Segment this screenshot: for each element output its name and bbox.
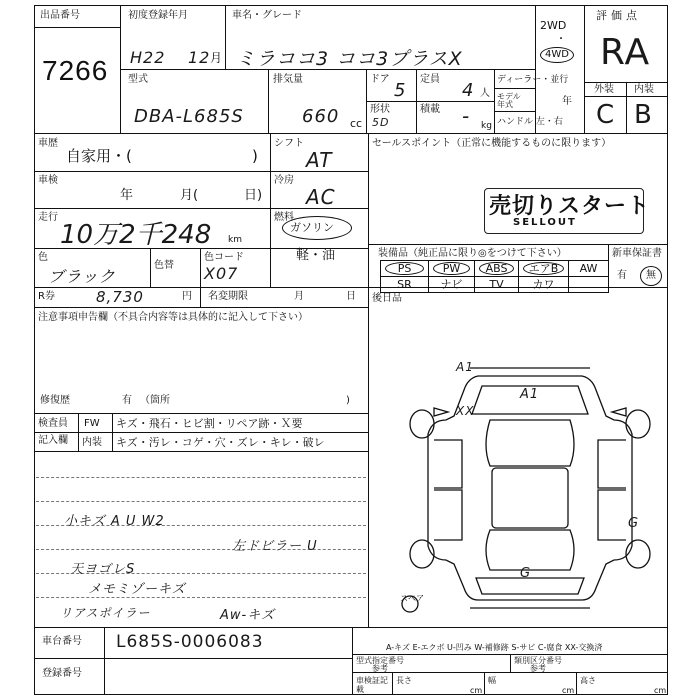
first-registration-label: 初度登録年月 [128,10,188,21]
registration-number-label: 登録番号 [42,668,82,679]
model-year-label: モデル年式 [497,92,521,109]
fuel-label: 燃料 [274,212,294,223]
name-change-day: 日 [346,291,356,302]
height-label: 高さ [580,676,596,685]
type-label: 型式 [128,74,148,85]
warranty-no: 無 [646,270,656,281]
equipment-grid [380,260,609,293]
damage-mark-g-rear: G [520,566,532,581]
fuel-light: 軽・油 [296,248,336,263]
recycle-value: 8,730 [96,288,144,306]
equipment-item-1-1: PS [381,261,429,277]
capacity-label: 定員 [420,74,440,85]
equipment-item-1-3: ABS [475,261,519,277]
repair-history-place: （箇所 [140,395,170,406]
exterior-grade: C [596,100,616,130]
door-label: ドア [370,74,390,85]
equipment-item-1-5: AW [569,261,609,277]
width-label: 幅 [488,676,496,685]
equipment-item-2-4: カワ [519,277,569,293]
displacement-unit: cc [350,117,363,130]
damage-mark-g-right: G [628,516,640,531]
sellout-stamp-main: 売切りスタート [489,194,651,219]
type-designation-label: 型式指定番号 [356,656,404,665]
equipment-item-1-4: エアB [519,261,569,277]
equipment-item-2-5 [569,277,609,293]
repair-history-label: 修復歴 [40,395,70,406]
drive-2wd: 2WD [540,19,567,32]
first-registration-month-unit: 月 [210,51,223,65]
damage-legend: A-キズ E-エクボ U-凹み W-補修跡 S-サビ C-腐食 XX-交換済 [386,643,603,652]
model-name: ミラココ3 ココ3プラスX [236,48,463,70]
length-label: 長さ [396,676,412,685]
door-value: 5 [394,80,407,101]
damage-mark-a1-front: A1 [456,360,474,374]
repair-history-yes: 有 [122,395,132,406]
handwritten-note-6: Aw-キズ [220,608,275,623]
interior-label: 内装 [634,84,654,95]
dealer-label: ディーラー・並行 [497,75,569,85]
displacement-value: 660 [302,106,340,127]
width-unit: cm [562,686,575,695]
inspection-month: 月( [180,188,199,203]
inspector-label-2: 記入欄 [38,435,68,446]
sales-points-label: セールスポイント（正常に機能するものに限ります） [372,138,612,149]
grade-value: RA [600,32,651,73]
type-designation-ref: 参考 [372,664,388,673]
color-code-value: X07 [204,264,239,283]
handwritten-note-2: 左ドビラー U [232,539,318,554]
damage-mark-xx-fender: XX [456,404,475,418]
interior-grade: B [634,100,653,130]
history-label: 車歴 [38,138,58,149]
history-close: ) [252,147,258,165]
chassis-number-label: 車台番号 [42,636,82,647]
name-change-month: 月 [294,291,304,302]
equipment-item-2-1: SR [381,277,429,293]
handwritten-note-5: リアスポイラー [60,606,151,620]
sellout-stamp-sub: SELLOUT [513,217,577,228]
notice-label: 注意事項申告欄（不具合内容等は具体的に記入して下さい） [38,312,308,323]
category-ref: 参考 [530,664,546,673]
spare-tire-label: スペア [400,594,424,603]
equipment-item-2-3: TV [475,277,519,293]
inspector-label-1: 検査員 [38,418,68,429]
displacement-label: 排気量 [273,74,303,85]
load-unit: kg [481,121,492,131]
load-label: 積載 [420,104,440,115]
first-registration-era: H22 [130,48,166,67]
category-label: 類別区分番号 [514,656,562,665]
handwritten-note-4: メモミゾーキズ [88,582,186,597]
equipment-circle-1-2 [433,262,470,275]
height-unit: cm [654,686,667,695]
history-value: 自家用・( [66,147,132,165]
equipment-label: 装備品（純正品に限り◎をつけて下さい） [378,248,567,259]
equipment-item-1-2: PW [429,261,475,277]
mileage-unit: km [228,235,242,245]
mileage-label: 走行 [38,212,58,223]
inspector-fw-label: FW [84,418,100,429]
drive-4wd: 4WD [545,49,569,60]
body-label: 形状 [370,104,390,115]
color-label: 色 [38,252,48,263]
body-value: 5D [372,116,390,129]
damage-mark-a1-hood: A1 [520,387,540,402]
model-label: 車名・グレード [232,10,302,21]
capacity-value: 4 [462,80,475,101]
size-label: 車検証記載 [356,676,388,694]
type-value: DBA-L685S [134,106,244,127]
color-code-label: 色コード [204,252,244,263]
ac-label: 冷房 [274,175,294,186]
handwritten-note-3: 天ヨゴレS [70,562,136,577]
equipment-circle-1-1 [385,262,424,275]
lot-number-label: 出品番号 [40,10,80,21]
warranty-label: 新車保証書 [612,248,662,259]
inspector-int-text: キズ・汚レ・コゲ・穴・ズレ・キレ・破レ [116,436,325,449]
ac-value: AC [306,185,336,209]
inspection-year: 年 [120,188,134,203]
chassis-number: L685S-0006083 [116,632,264,652]
lot-number: 7266 [42,55,109,86]
inspection-day: 日) [244,188,263,203]
sellout-stamp [484,188,651,234]
shift-value: AT [306,148,333,172]
first-registration-month: 12 [188,48,211,67]
inspector-fw-text: キズ・飛石・ヒビ割・リペア跡・Ｘ要 [116,417,303,430]
drive-separator: ・ [556,34,566,45]
inspection-label: 車検 [38,175,58,186]
grade-label: 評価点 [596,9,641,22]
inspector-int-label: 内装 [82,437,102,448]
equipment-circle-1-4 [523,262,564,275]
exterior-label: 外装 [594,84,614,95]
postscript-label: 後日品 [372,293,402,304]
model-year-unit: 年 [562,96,572,107]
length-unit: cm [470,686,483,695]
mileage-value: 10万2千248 [60,220,212,250]
equipment-item-2-2: ナビ [429,277,475,293]
color-change-label: 色替 [154,260,174,271]
recycle-label: R券 [38,291,55,302]
handwritten-note-1: 小キズ A U W2 [64,514,165,529]
repair-history-close: ) [346,395,350,406]
shift-label: シフト [274,138,304,149]
fuel-value: ガソリン [290,221,334,234]
capacity-unit: 人 [480,88,490,99]
recycle-unit: 円 [182,291,192,302]
load-value: - [462,104,471,128]
warranty-yes: 有 [617,270,627,281]
handle-label: ハンドル 左・右 [497,117,563,127]
name-change-label: 名変期限 [208,291,248,302]
color-value: ブラック [48,267,116,286]
equipment-circle-1-3 [479,262,514,275]
